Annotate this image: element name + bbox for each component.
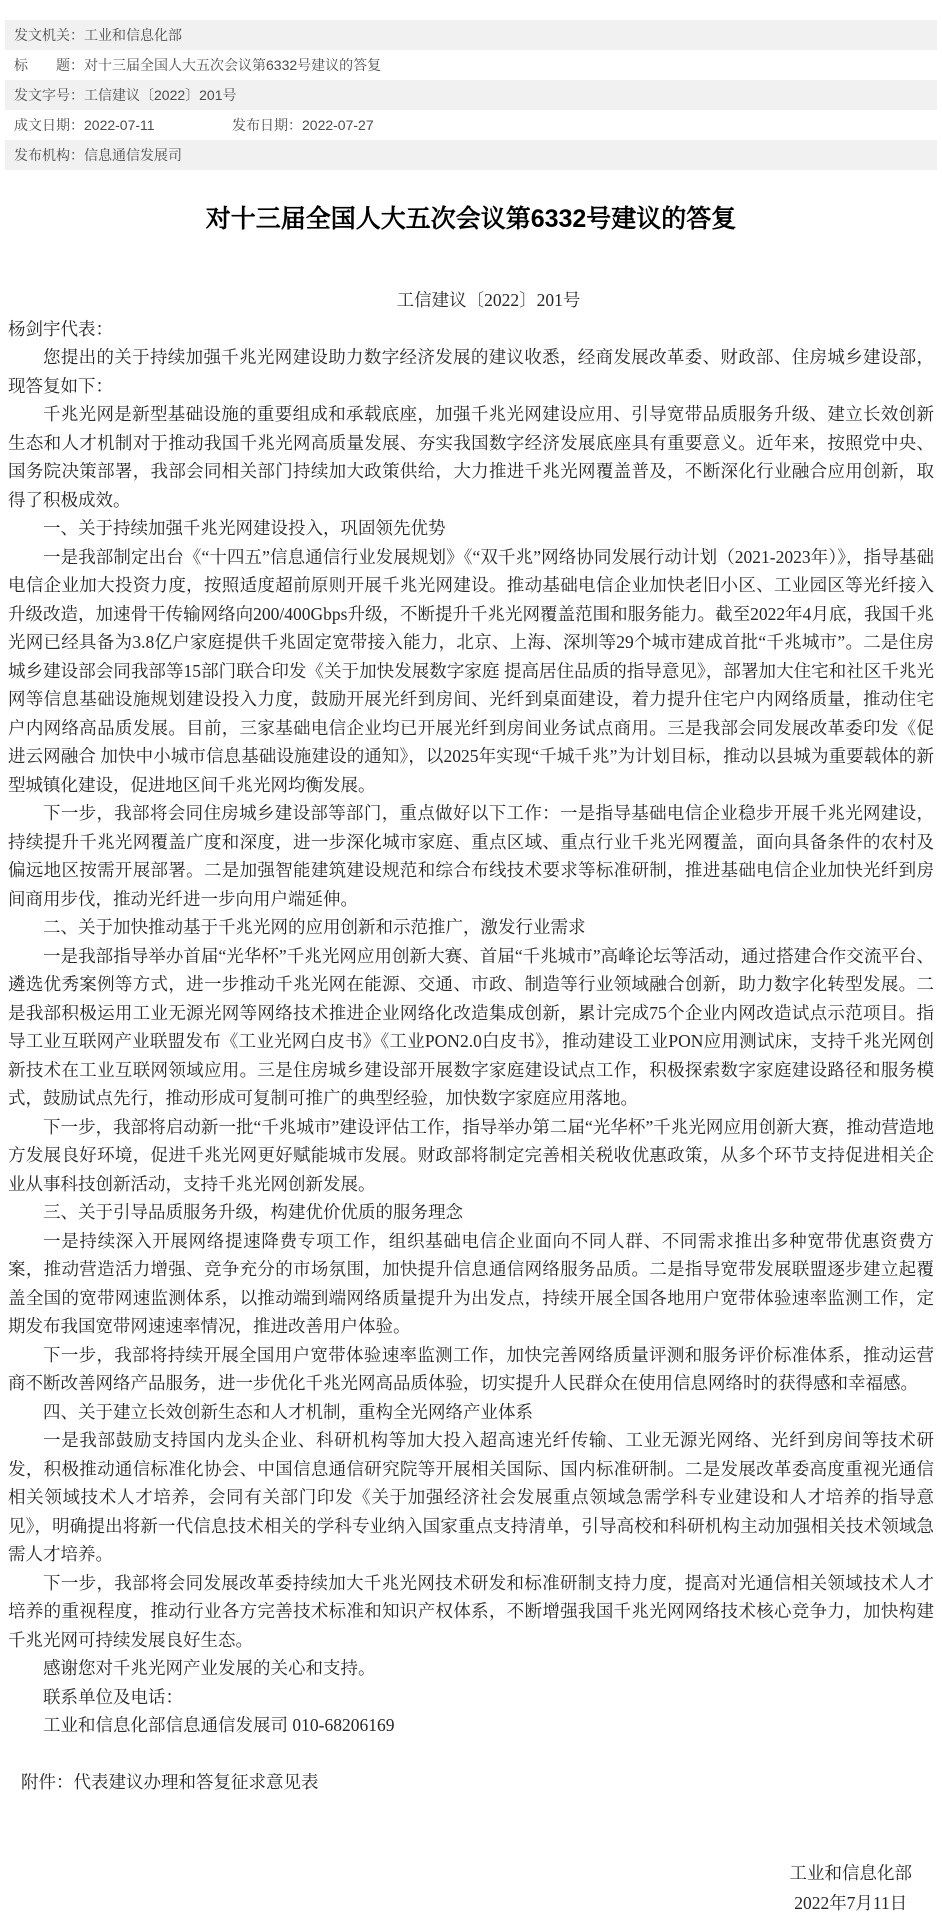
meta-written-date: 成文日期：2022-07-11: [14, 117, 155, 133]
meta-row-title: [5, 50, 937, 80]
meta-value: 信息通信发展司: [84, 147, 182, 163]
signature-date: 2022年7月11日: [794, 1893, 908, 1913]
section-heading-2: 二、关于加快推动基于千兆光网的应用创新和示范推广，激发行业需求: [43, 917, 586, 937]
contact-label: 联系单位及电话：: [43, 1686, 183, 1707]
paragraph: 一是持续深入开展网络提速降费专项工作，组织基础电信企业面向不同人群、不同需求推出多种宽带优惠资费方案，推动营造活力增强、竞争充分的市场氛围，加快提升信息通信网络服务品质。二是指导宽带发展联盟逐步建立起覆盖全国的宽带网速监测体系，以推动端到端网络质量提升为出发点，持续开展全国各地用户宽带体验速率监测工作，定期发布我国宽带网速速率情况，推进改善用户体验。: [8, 1230, 934, 1336]
paragraph: 下一步，我部将启动新一批“千兆城市”建设评估工作，指导举办第二届“光华杯”千兆光网应用创新大赛，推动营造地方发展良好环境，促进千兆光网更好赋能城市发展。财政部将制定完善相关税收优惠政策，从多个环节支持促进相关企业从事科技创新活动，支持千兆光网创新发展。: [8, 1116, 934, 1194]
meta-row-dates: [5, 110, 937, 140]
meta-label: 发文字号：: [14, 87, 84, 103]
paragraph: 一是我部指导举办首届“光华杯”千兆光网应用创新大赛、首届“千兆城市”高峰论坛等活动，通过搭建合作交流平台、遴选优秀案例等方式，进一步推动千兆光网在能源、交通、市政、制造等行业领域融合创新，助力数字化转型发展。二是我部积极运用工业无源光网等网络技术推进企业网络化改造集成创新，累计完成75个企业内网改造试点示范项目。指导工业互联网产业联盟发布《工业光网白皮书》《工业PON2.0白皮书》，推动建设工业PON应用测试床，支持千兆光网创新技术在工业互联网领域应用。三是住房城乡建设部开展数字家庭建设试点工作，积极探索数字家庭建设路径和服务模式，鼓励试点先行，推动形成可复制可推广的典型经验，加快数字家庭应用落地。: [8, 945, 934, 1108]
paragraph: 感谢您对千兆光网产业发展的关心和支持。: [43, 1658, 376, 1678]
paragraph: 千兆光网是新型基础设施的重要组成和承载底座，加强千兆光网建设应用、引导宽带品质服务升级、建立长效创新生态和人才机制对于推动我国千兆光网高质量发展、夯实我国数字经济发展底座具有重要意义。近年来，按照党中央、国务院决策部署，我部会同相关部门持续加大政策供给，大力推进千兆光网覆盖普及，不断深化行业融合应用创新，取得了积极成效。: [8, 404, 934, 510]
document-title: 对十三届全国人大五次会议第6332号建议的答复: [205, 205, 737, 233]
attachment-note: 附件：代表建议办理和答复征求意见表: [21, 1771, 319, 1792]
signature-block: [0, 1858, 942, 1918]
document-metadata: [5, 20, 937, 170]
paragraph: 一是我部制定出台《“十四五”信息通信行业发展规划》《“双千兆”网络协同发展行动计划（2021-2023年）》，指导基础电信企业加大投资力度，按照适度超前原则开展千兆光网建设。推动基础电信企业加快老旧小区、工业园区等光纤接入升级改造，加速骨干传输网络向200/400Gbps升级，不断提升千兆光网覆盖范围和服务能力。截至2022年4月底，我国千兆光网已经具备为3.8亿户家庭提供千兆固定宽带接入能力，北京、上海、深圳等29个城市建成首批“千兆城市”。二是住房城乡建设部会同我部等15部门联合印发《关于加快发展数字家庭 提高居住品质的指导意见》，部署加大住宅和社区千兆光网等信息基础设施规划建设投入力度，鼓励开展光纤到房间、光纤到桌面建设，着力提升住宅户内网络质量，推动住宅户内网络高品质发展。目前，三家基础电信企业均已开展光纤到房间业务试点商用。三是我部会同发展改革委印发《促进云网融合 加快中小城市信息基础设施建设的通知》，以2025年实现“千城千兆”为计划目标，推动以县城为重要载体的新型城镇化建设，促进地区间千兆光网均衡发展。: [8, 546, 934, 795]
section-heading-1: 一、关于持续加强千兆光网建设投入，巩固领先优势: [43, 518, 446, 538]
paragraph: 一是我部鼓励支持国内龙头企业、科研机构等加大投入超高速光纤传输、工业无源光网络、光纤到房间等技术研发，积极推动通信标准化协会、中国信息通信研究院等开展相关国际、国内标准研制。二是发展改革委高度重视光通信相关领域技术人才培养，会同有关部门印发《关于加强经济社会发展重点领域急需学科专业建设和人才培养的指导意见》，明确提出将新一代信息技术相关的学科专业纳入国家重点支持清单，引导高校和科研机构主动加强相关技术领域急需人才培养。: [8, 1430, 934, 1564]
paragraph: 您提出的关于持续加强千兆光网建设助力数字经济发展的建议收悉，经商发展改革委、财政部、住房城乡建设部，现答复如下：: [8, 347, 934, 396]
paragraph: 下一步，我部将会同住房城乡建设部等部门，重点做好以下工作：一是指导基础电信企业稳步开展千兆光网建设，持续提升千兆光网覆盖广度和深度，进一步深化城市家庭、重点区域、重点行业千兆光网覆盖，面向具备条件的农村及偏远地区按需开展部署。二是加强智能建筑建设规范和综合布线技术要求等标准研制，推进基础电信企业加快光纤到房间商用步伐，推动光纤进一步向用户端延伸。: [8, 803, 934, 909]
meta-label: 标 题：: [14, 57, 84, 73]
meta-row-publishing-dept: [5, 140, 937, 170]
meta-value: 工信建议〔2022〕201号: [84, 87, 237, 103]
section-heading-4: 四、关于建立长效创新生态和人才机制，重构全光网络产业体系: [43, 1401, 533, 1422]
meta-value: 对十三届全国人大五次会议第6332号建议的答复: [84, 57, 382, 73]
paragraph: 下一步，我部将持续开展全国用户宽带体验速率监测工作，加快完善网络质量评测和服务评价标准体系，推动运营商不断改善网络产品服务，进一步优化千兆光网高品质体验，切实提升人民群众在使用信息网络时的获得感和幸福感。: [8, 1344, 934, 1393]
meta-row-issuing-agency: [5, 20, 937, 50]
meta-row-doc-number: [5, 80, 937, 110]
section-heading-3: 三、关于引导品质服务升级，构建优价优质的服务理念: [43, 1202, 463, 1222]
document-number: 工信建议〔2022〕201号: [396, 290, 581, 310]
meta-label: 发布机构：: [14, 147, 84, 163]
meta-value: 工业和信息化部: [84, 27, 182, 43]
paragraph: 下一步，我部将会同发展改革委持续加大千兆光网技术研发和标准研制支持力度，提高对光通信相关领域技术人才培养的重视程度，推动行业各方完善技术标准和知识产权体系，不断增强我国千兆光网网络技术核心竞争力，加快构建千兆光网可持续发展良好生态。: [8, 1572, 934, 1650]
contact-info: 工业和信息化部信息通信发展司 010-68206169: [43, 1715, 395, 1735]
document-body: [0, 286, 942, 1796]
signature-org: 工业和信息化部: [789, 1863, 912, 1883]
salutation: 杨剑宇代表：: [8, 318, 113, 339]
meta-publish-date: 发布日期：2022-07-27: [232, 117, 374, 133]
meta-label: 发文机关：: [14, 27, 84, 43]
